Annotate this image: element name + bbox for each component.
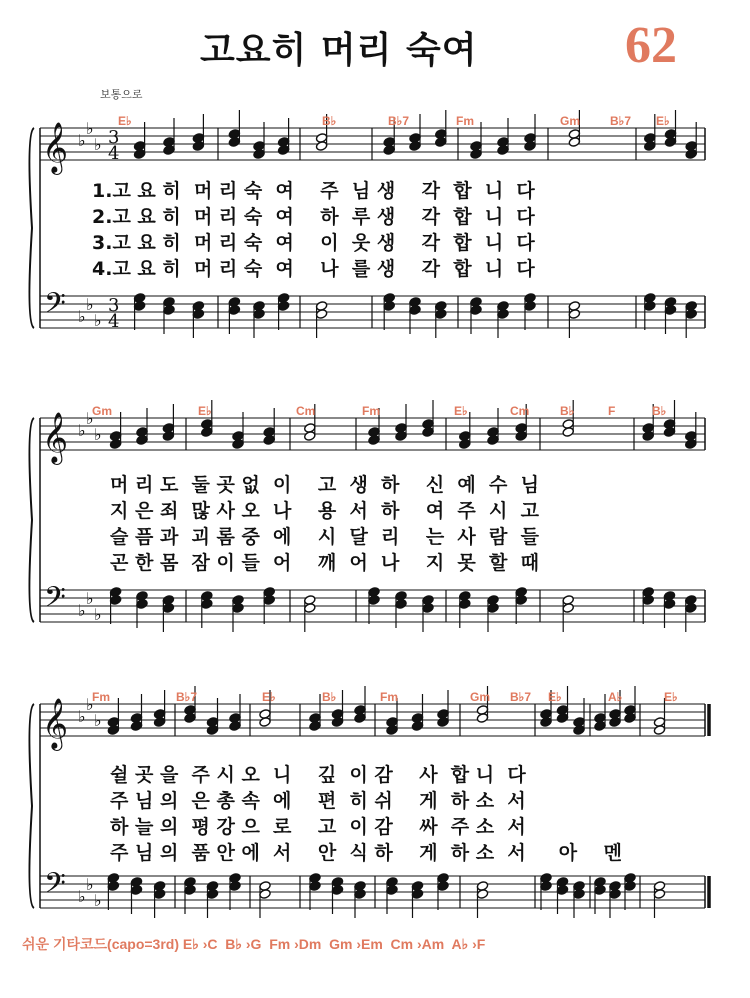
notehead [107,881,119,892]
notehead [411,889,423,900]
notehead [229,721,241,732]
key-flat: ♭ [94,605,102,624]
notehead [573,725,585,736]
notehead [109,439,121,450]
key-flat: ♭ [94,135,102,154]
notehead [232,439,244,450]
notehead [653,889,665,900]
key-flat: ♭ [94,891,102,910]
bass-clef: 𝄢 [44,287,66,327]
notehead [476,713,488,724]
notehead [315,141,327,152]
notehead [644,301,656,312]
notehead [331,717,343,728]
notehead [107,725,119,736]
lyric-s3-v2: 주 님 의 은 총 속 에 편 히 쉬 게 하 소 서 [110,790,526,812]
chord-symbol: Gm [470,690,491,704]
chord-symbol: Gm [92,404,113,418]
notehead [524,301,536,312]
tempo-marking: 보통으로 [100,88,143,101]
guitar-label: 쉬운 기타코드(capo=3rd) [22,936,179,952]
key-flat: ♭ [94,311,102,330]
notehead [228,305,240,316]
notehead [653,725,665,736]
key-flat: ♭ [78,131,86,150]
notehead [685,603,697,614]
key-flat: ♭ [86,119,94,138]
lyric-s1-v2: 2.고 요 히 머 리 숙 여 하 루 생 각 합 니 다 [92,206,535,228]
system-brace [29,418,34,622]
hymn-title: 고요히 머리 숙여 [200,30,478,71]
notehead [685,149,697,160]
notehead [277,145,289,156]
notehead [386,885,398,896]
notehead [459,439,471,450]
chord-symbol: B♭7 [610,114,631,128]
notehead [594,885,606,896]
notehead [556,713,568,724]
notehead [354,889,366,900]
notehead [228,137,240,148]
key-flat: ♭ [78,601,86,620]
treble-clef: 𝄞 [42,412,69,463]
notehead [309,721,321,732]
lyric-s2-v4: 곤 한 몸 잠 이 들 어 깨 어 나 지 못 할 때 [110,552,539,574]
notehead [487,435,499,446]
chord-symbol: B♭ [560,404,575,418]
time-signature: 3 [108,295,120,316]
notehead [409,141,421,152]
notehead [206,725,218,736]
notehead [562,603,574,614]
system-brace [29,704,34,908]
notehead [153,889,165,900]
chord-symbol: B♭7 [388,114,409,128]
notehead [263,595,275,606]
notehead [253,149,265,160]
notehead [422,603,434,614]
notehead [163,305,175,316]
notehead [354,713,366,724]
notehead [664,137,676,148]
notehead [130,721,142,732]
notehead [201,599,213,610]
chord-symbol: E♭ [664,690,678,704]
notehead [685,309,697,320]
notehead [153,717,165,728]
notehead [206,889,218,900]
notehead [556,885,568,896]
notehead [395,431,407,442]
chord-symbol: B♭7 [510,690,531,704]
notehead [515,431,527,442]
notehead [422,427,434,438]
key-flat: ♭ [86,875,94,894]
notehead [470,149,482,160]
notehead [136,599,148,610]
notehead [277,301,289,312]
notehead [309,881,321,892]
notehead [411,721,423,732]
chord-symbol: E♭ [118,114,132,128]
notehead [368,435,380,446]
lyric-s3-v3: 하 늘 의 평 강 으 로 고 이 감 싸 주 소 서 [110,816,526,838]
chord-symbol: E♭ [454,404,468,418]
notehead [685,439,697,450]
notehead [524,141,536,152]
notehead [133,301,145,312]
notehead [136,435,148,446]
chord-symbol: B♭ [652,404,667,418]
notehead [163,145,175,156]
notehead [642,595,654,606]
notehead [540,717,552,728]
key-flat: ♭ [78,707,86,726]
chord-symbol: Fm [92,690,110,704]
lyric-s3-v1: 쉴 곳 을 주 시 오 니 깊 이 감 사 합 니 다 [110,764,526,786]
key-flat: ♭ [94,711,102,730]
chord-symbol: A♭ [608,690,623,704]
time-signature: 3 [108,127,120,148]
key-flat: ♭ [94,425,102,444]
notehead [437,881,449,892]
notehead [642,431,654,442]
lyric-s2-v1: 머 리 도 둘 곳 없 이 고 생 하 신 예 수 님 [110,474,539,496]
notehead [395,599,407,610]
notehead [459,599,471,610]
chord-symbol: Cm [510,404,530,418]
notehead [624,881,636,892]
notehead [130,885,142,896]
notehead [562,427,574,438]
chord-symbol: B♭7 [176,690,197,704]
notehead [315,309,327,320]
notehead [259,717,271,728]
notehead [192,309,204,320]
chord-symbol: B♭ [322,114,337,128]
lyric-s1-v1: 1.고 요 히 머 리 숙 여 주 님 생 각 합 니 다 [92,180,535,202]
key-flat: ♭ [78,887,86,906]
notehead [664,305,676,316]
notehead [304,431,316,442]
chord-symbol: F [608,404,616,418]
guitar-chord-line [22,934,485,954]
chord-symbol: Cm [296,404,316,418]
guitar-chord-pairs: E♭ ›C B♭ ›G Fm ›Dm Gm ›Em Cm ›Am A♭ ›F [182,936,486,952]
notehead [263,435,275,446]
notehead [540,881,552,892]
lyric-s1-v3: 3.고 요 히 머 리 숙 여 이 웃 생 각 합 니 다 [92,232,535,254]
time-signature: 4 [108,311,120,332]
hymn-number: 62 [625,17,677,74]
notehead [162,431,174,442]
notehead [383,145,395,156]
bass-clef: 𝄢 [44,867,66,907]
chord-symbol: E♭ [262,690,276,704]
notehead [568,137,580,148]
notehead [229,881,241,892]
notehead [470,305,482,316]
key-flat: ♭ [86,409,94,428]
notehead [109,595,121,606]
notehead [487,603,499,614]
notehead [409,305,421,316]
notehead [644,141,656,152]
notehead [386,725,398,736]
notehead [609,717,621,728]
notehead [476,889,488,900]
notehead [663,599,675,610]
notehead [568,309,580,320]
notehead [331,885,343,896]
notehead [232,603,244,614]
notehead [192,141,204,152]
notehead [624,713,636,724]
notehead [259,889,271,900]
notehead [609,889,621,900]
chord-symbol: E♭ [656,114,670,128]
bass-clef: 𝄢 [44,581,66,621]
key-flat: ♭ [78,307,86,326]
notehead [515,595,527,606]
notehead [497,145,509,156]
chord-symbol: Fm [362,404,380,418]
notehead [184,885,196,896]
chord-symbol: B♭ [322,690,337,704]
notehead [663,427,675,438]
notehead [368,595,380,606]
key-flat: ♭ [86,589,94,608]
lyric-s1-v4: 4.고 요 히 머 리 숙 여 나 를 생 각 합 니 다 [92,258,535,280]
notehead [383,301,395,312]
notehead [573,889,585,900]
lyric-s2-v2: 지 은 죄 많 사 오 나 용 서 하 여 주 시 고 [110,500,539,522]
notehead [594,721,606,732]
chord-symbol: Gm [560,114,581,128]
treble-clef: 𝄞 [42,698,69,749]
chord-symbol: Fm [456,114,474,128]
key-flat: ♭ [86,695,94,714]
lyric-s3-v4: 주 님 의 품 안 에 서 안 식 하 게 하 소 서 아 멘 [110,842,622,864]
chord-symbol: E♭ [548,690,562,704]
notehead [184,713,196,724]
notehead [133,149,145,160]
chord-symbol: E♭ [198,404,212,418]
notehead [201,427,213,438]
system-brace [29,128,34,328]
notehead [435,137,447,148]
notehead [435,309,447,320]
treble-clef: 𝄞 [42,122,69,173]
time-signature: 4 [108,143,120,164]
lyric-s2-v3: 슬 픔 과 괴 롬 중 에 시 달 리 는 사 람 들 [110,526,539,548]
key-flat: ♭ [86,295,94,314]
notehead [497,309,509,320]
notehead [304,603,316,614]
notehead [162,603,174,614]
key-flat: ♭ [78,421,86,440]
notehead [437,717,449,728]
notehead [253,309,265,320]
chord-symbol: Fm [380,690,398,704]
